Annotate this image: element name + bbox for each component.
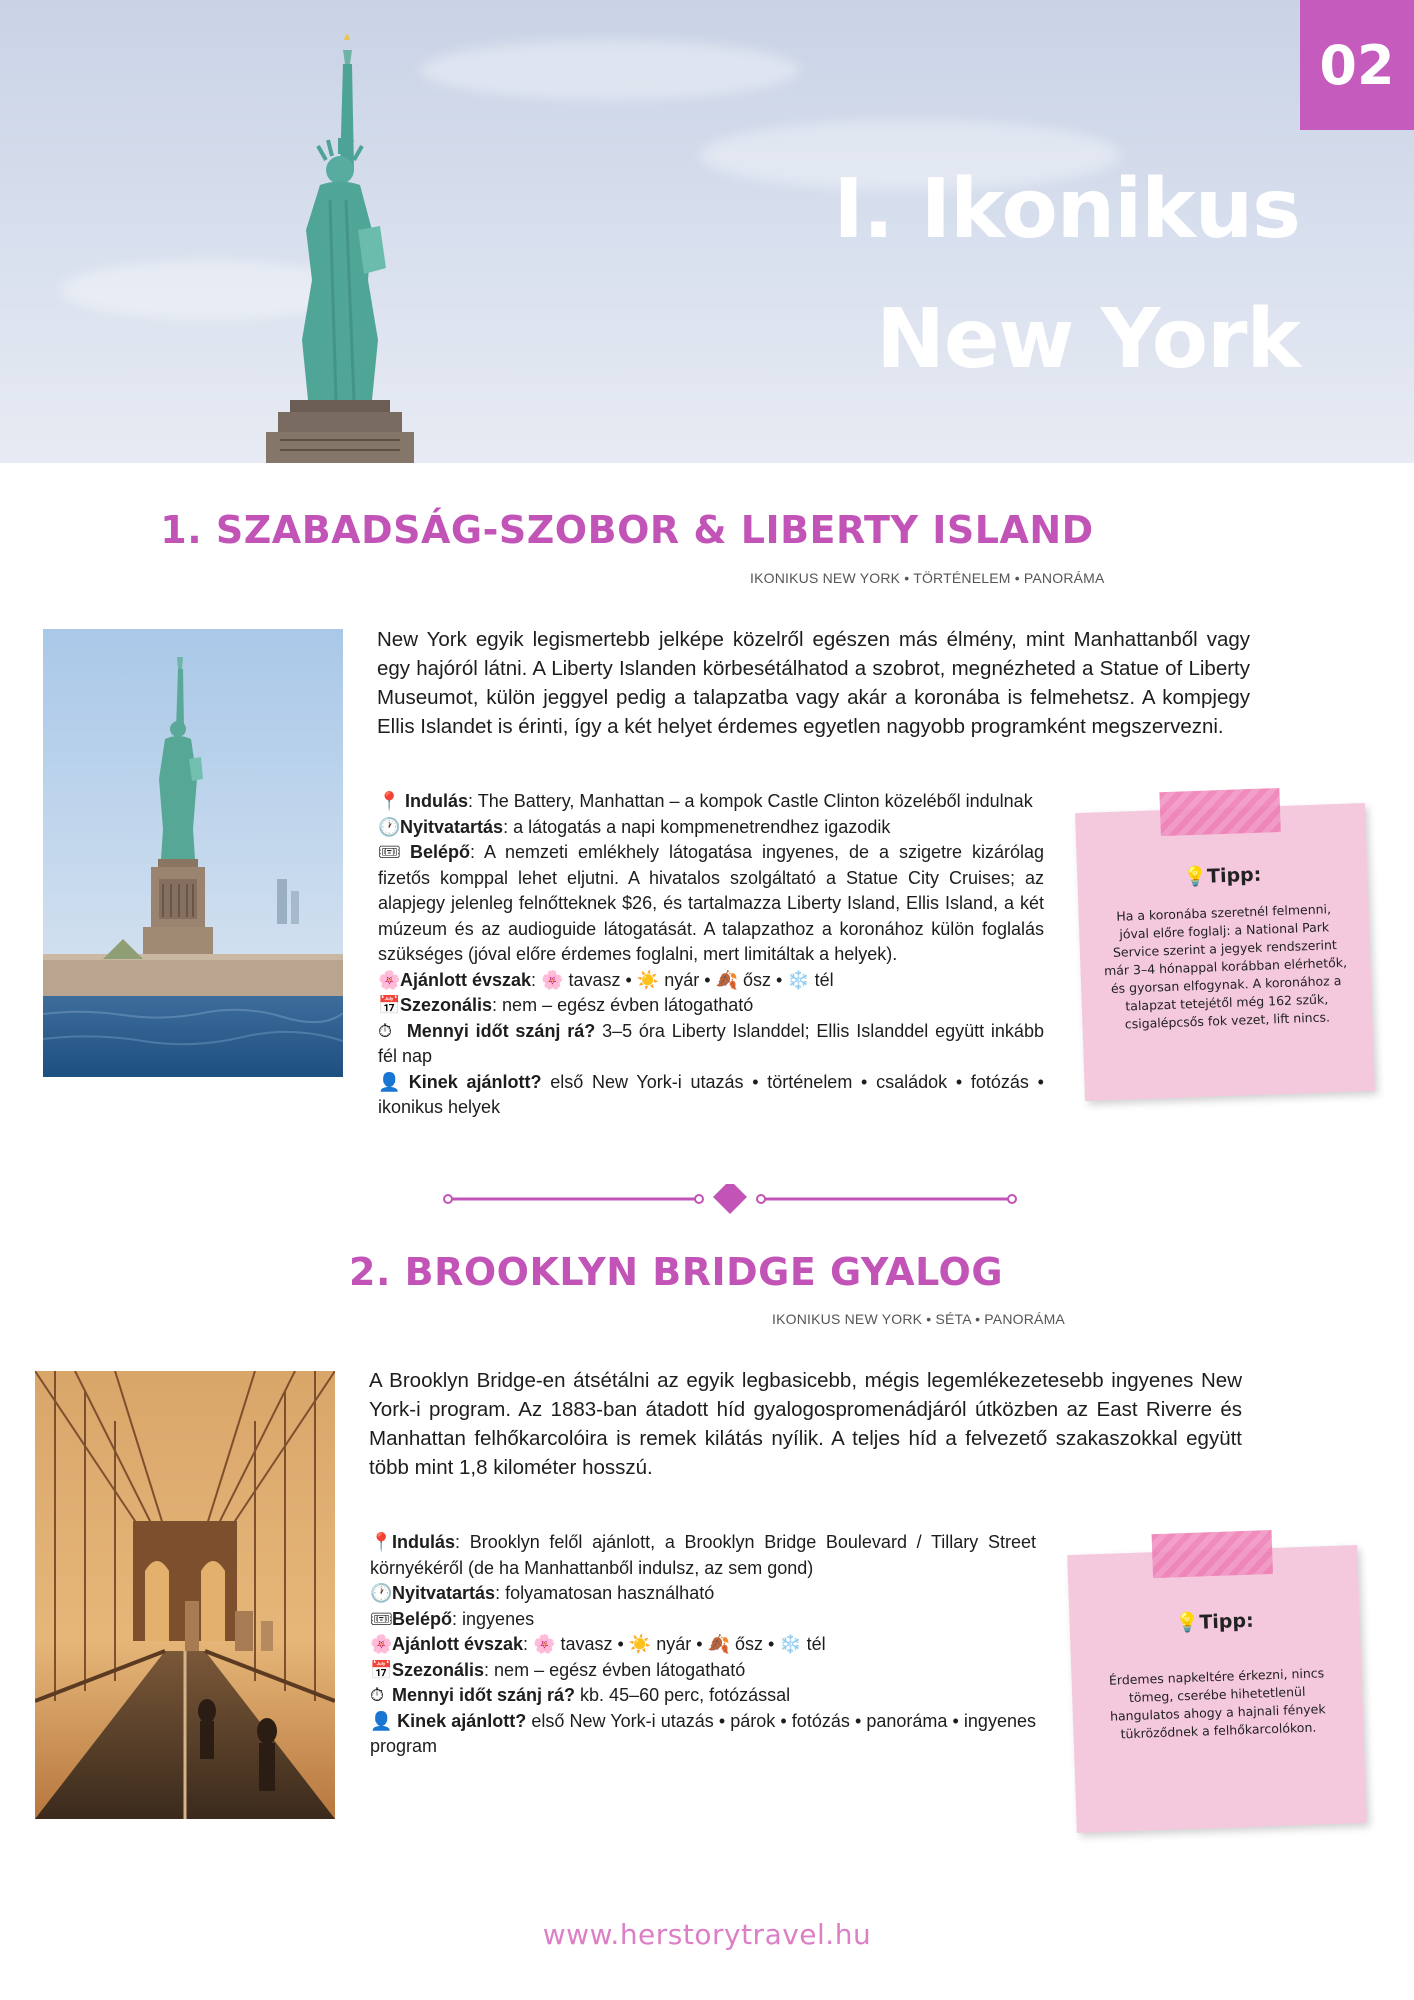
detail-opening-hours: 🕐Nyitvatartás: a látogatás a napi kompmenetrendhez igazodik bbox=[378, 815, 1044, 841]
sky-cloud bbox=[420, 40, 800, 100]
tip-text: Érdemes napkeltére érkezni, nincs tömeg, cserébe hihetetlenül hangulatos ahogy a hajnali fények tükröződnek a felhőkarcolókon. bbox=[1108, 1665, 1326, 1742]
stopwatch-icon: ⏱ bbox=[378, 1020, 393, 1041]
washi-tape bbox=[1152, 1530, 1273, 1578]
ticket-icon: 🎟 bbox=[378, 842, 401, 862]
pin-icon: 📍 bbox=[378, 791, 401, 811]
detail-audience: 👤 Kinek ajánlott? első New York-i utazás • történelem • családok • fotózás • ikonikus helyek bbox=[378, 1071, 1044, 1117]
person-icon: 👤 bbox=[370, 1710, 393, 1731]
details-list-brooklyn bbox=[370, 1530, 1036, 1760]
page-number-badge: 02 bbox=[1300, 0, 1414, 130]
washi-tape bbox=[1159, 788, 1280, 836]
detail-duration: ⏱ Mennyi időt szánj rá? kb. 45–60 perc, fotózással bbox=[370, 1683, 1036, 1709]
statue-of-liberty-hero-image bbox=[240, 20, 440, 463]
footer-website-link[interactable]: www.herstorytravel.hu bbox=[542, 1918, 872, 1951]
detail-departure: 📍Indulás: Brooklyn felől ajánlott, a Brooklyn Bridge Boulevard / Tillary Street környékéről (de ha Manhattanből indulsz, az sem gond) bbox=[370, 1532, 1036, 1578]
detail-season: 🌸Ajánlott évszak: 🌸 tavasz • ☀️ nyár • 🍂 ősz • ❄️ tél bbox=[378, 968, 1044, 994]
clock-icon: 🕐 bbox=[370, 1583, 393, 1603]
detail-opening-hours: 🕐Nyitvatartás: folyamatosan használható bbox=[370, 1581, 1036, 1607]
detail-ticket: 🎟Belépő: ingyenes bbox=[370, 1607, 1036, 1633]
ticket-icon: 🎟 bbox=[370, 1608, 393, 1629]
details-list-liberty bbox=[378, 789, 1044, 1121]
section-tags-brooklyn: IKONIKUS NEW YORK • SÉTA • PANORÁMA bbox=[772, 1311, 1065, 1327]
blossom-icon: 🌸 bbox=[378, 969, 401, 990]
tip-text: Ha a koronába szeretnél felmenni, jóval előre foglalj: a National Park Service szerint a jegyek rendszerint már 3–4 hónappal korábban elérhetők, és gyorsan elfogynak. A koronához a talapzat tetejétől még 162 szűk, csigalépcsős fok vezet, lift nincs. bbox=[1103, 901, 1348, 1032]
detail-duration: ⏱ Mennyi időt szánj rá? 3–5 óra Liberty Islanddel; Ellis Islanddel együtt inkább fél nap bbox=[378, 1020, 1044, 1066]
clock-icon: 🕐 bbox=[378, 816, 401, 837]
stopwatch-icon: ⏱ bbox=[370, 1685, 385, 1705]
person-icon: 👤 bbox=[378, 1071, 401, 1092]
detail-ticket: 🎟 Belépő: A nemzeti emlékhely látogatása ingyenes, de a szigetre kizárólag fizetős komppal lehet eljutni. A hivatalos szolgáltató a Statue City Cruises; az alapjegy jelenleg felnőtteknek $26, és tartalmazza Liberty Island, Ellis Island, a két múzeum és az audioguide látogatását. A talapzathoz a koronához külön foglalás szükséges (jóval előre érdemes foglalni, mert limitáltak a helyek). bbox=[378, 842, 1044, 964]
tip-label: 💡Tipp: bbox=[1175, 1609, 1254, 1635]
hero-banner bbox=[0, 0, 1414, 463]
detail-seasonal: 📅Szezonális: nem – egész évben látogatható bbox=[378, 993, 1044, 1019]
detail-season: 🌸Ajánlott évszak: 🌸 tavasz • ☀️ nyár • 🍂 ősz • ❄️ tél bbox=[370, 1632, 1036, 1658]
detail-seasonal: 📅Szezonális: nem – egész évben látogatható bbox=[370, 1658, 1036, 1684]
section-title-liberty: 1. SZABADSÁG-SZOBOR & LIBERTY ISLAND bbox=[160, 508, 1094, 552]
brooklyn-bridge-photo bbox=[35, 1371, 335, 1819]
calendar-icon: 📅 bbox=[370, 1659, 393, 1680]
tip-note-brooklyn bbox=[1067, 1545, 1367, 1833]
intro-paragraph-liberty: New York egyik legismertebb jelképe közelről egészen más élmény, mint Manhattanből vagy egy hajóról látni. A Liberty Islanden körbesétálhatod a szobrot, megnézheted a Statue of Liberty Museumot, külön jeggyel pedig a talapzatba vagy akár a koronába is felmehetsz. A kompjegy Ellis Islandet is érinti, így a két helyet érdemes egyetlen nagyobb programként megszervezni. bbox=[377, 628, 1250, 738]
detail-audience: 👤 Kinek ajánlott? első New York-i utazás • párok • fotózás • panoráma • ingyenes program bbox=[370, 1710, 1036, 1756]
tip-label: 💡Tipp: bbox=[1183, 863, 1262, 889]
chapter-title-line2: New York bbox=[876, 292, 1300, 387]
calendar-icon: 📅 bbox=[378, 995, 401, 1015]
blossom-icon: 🌸 bbox=[370, 1634, 393, 1654]
detail-departure: 📍 Indulás: The Battery, Manhattan – a kompok Castle Clinton közeléből indulnak bbox=[378, 789, 1044, 815]
chapter-title bbox=[600, 145, 1300, 405]
section-divider bbox=[440, 1184, 1020, 1214]
section-title-brooklyn: 2. BROOKLYN BRIDGE GYALOG bbox=[349, 1250, 1004, 1294]
statue-of-liberty-photo bbox=[43, 629, 343, 1077]
tip-note-liberty bbox=[1075, 803, 1375, 1101]
pin-icon: 📍 bbox=[370, 1532, 393, 1552]
chapter-title-line1: I. Ikonikus bbox=[833, 162, 1300, 257]
section-tags-liberty: IKONIKUS NEW YORK • TÖRTÉNELEM • PANORÁMA bbox=[750, 570, 1105, 586]
intro-paragraph-brooklyn: A Brooklyn Bridge-en átsétálni az egyik legbasicebb, mégis legemlékezetesebb ingyenes New York-i program. Az 1883-ban átadott híd gyalogospromenádjáról útközben az East Riverre és Manhattan felhőkarcolóira is remek kilátás nyílik. A teljes híd a felvezető szakaszokkal együtt több mint 1,8 kilométer hosszú. bbox=[369, 1369, 1242, 1479]
